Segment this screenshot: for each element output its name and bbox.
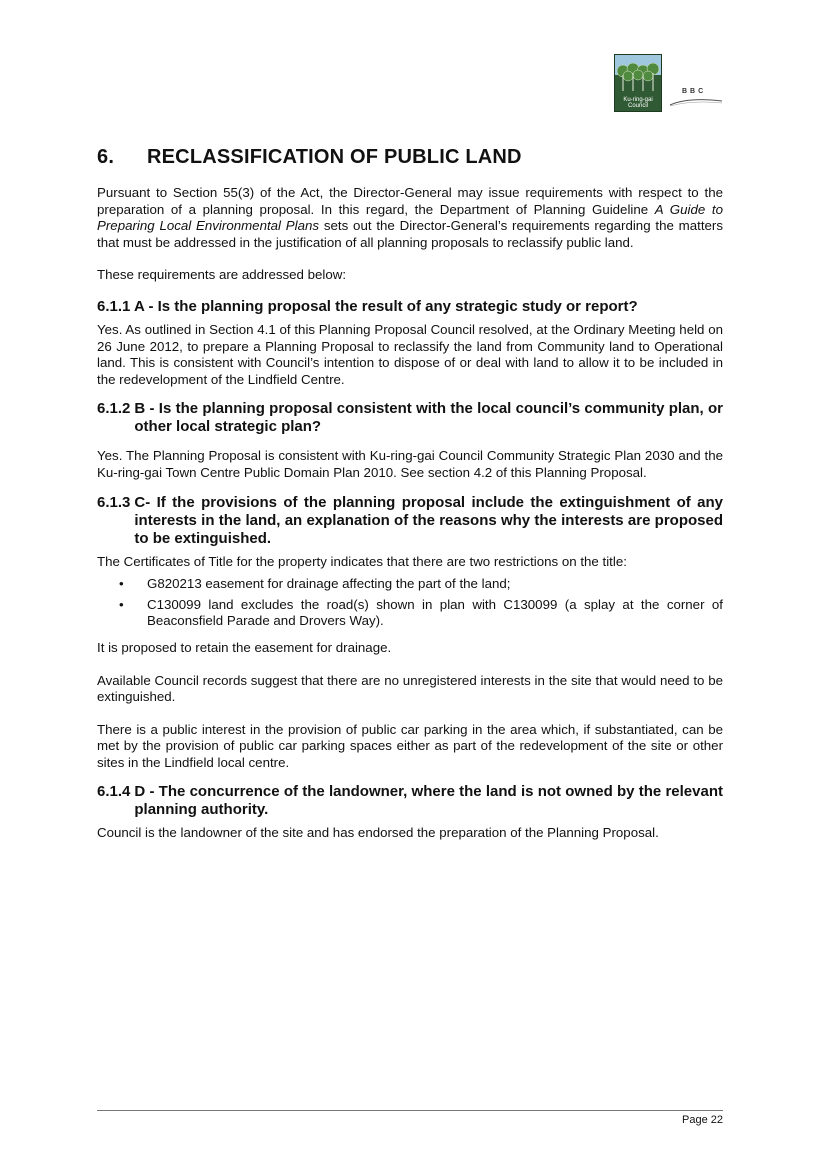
subsection-1-body: Yes. As outlined in Section 4.1 of this Planning Proposal Council resolved, at the Ordinary Meeting held on 26 June 2012, to prepare a Planning Proposal to reclassify the land from Community land to Operational land. This is consistent with Council’s intention to dispose of or deal with land to allow it to be included in the redevelopment of the Lindfield Centre. (97, 321, 723, 387)
subsection-3-number: 6.1.3 (97, 493, 131, 511)
subsection-3-para-2: Available Council records suggest that there are no unregistered interests in the site that would need to be extinguished. (97, 672, 723, 705)
subsection-4-heading (97, 783, 723, 819)
section-title: RECLASSIFICATION OF PUBLIC LAND (147, 146, 522, 168)
subsection-3-title: C- If the provisions of the planning proposal include the extinguishment of any interests in the land, an explanation of the reasons why the interests are proposed to be extinguished. (134, 493, 723, 547)
subsection-2-number: 6.1.2 (97, 400, 131, 418)
subsection-2-body: Yes. The Planning Proposal is consistent with Ku-ring-gai Council Community Strategic Plan 2030 and the Ku-ring-gai Town Centre Public Domain Plan 2010. See section 4.2 of this Planning Proposal. (97, 448, 723, 480)
bbc-logo-letters: BBC (682, 88, 707, 95)
subsection-3-para-3: There is a public interest in the provision of public car parking in the area which, if substantiated, can be met by the provision of public car parking spaces either as part of the redevelopment of the site or other sites in the Lindfield local centre. (97, 721, 723, 770)
guide-title: A Guide to Preparing Local Environmental Plans (97, 201, 723, 234)
section-heading (97, 146, 723, 169)
subsection-2-title: B - Is the planning proposal consistent with the local council’s community plan, or other local strategic plan? (134, 400, 723, 436)
subsection-4-title: D - The concurrence of the landowner, where the land is not owned by the relevant planning authority. (134, 783, 723, 819)
list-item-text: G820213 easement for drainage affecting the part of the land; (147, 576, 511, 592)
list-item: • C130099 land excludes the road(s) shown in plan with C130099 (a splay at the corner of Beaconsfield Parade and Drovers Way). (119, 596, 723, 629)
intro-paragraph (97, 185, 723, 251)
section-number: 6. (97, 146, 115, 168)
footer-divider (97, 1110, 723, 1111)
ku-ring-gai-council-logo (614, 54, 662, 112)
page-content (97, 146, 723, 842)
intro-text-b: sets out the Director-General’s requirements regarding the matters that must be addressed in the justification of all planning proposals to reclassify public land. (97, 218, 723, 250)
bbc-logo (668, 88, 724, 114)
intro-text-a: Pursuant to Section 55(3) of the Act, the Director-General may issue requirements with respect to the preparation of a planning proposal. In this regard, the Department of Planning Guideline (97, 185, 723, 217)
subsection-4-number: 6.1.4 (97, 783, 131, 801)
subsection-2-heading (97, 400, 723, 436)
subsection-1-number: 6.1.1 (97, 297, 131, 315)
subsection-1-title: A - Is the planning proposal the result of any strategic study or report? (134, 297, 638, 315)
subsection-3-para-1: It is proposed to retain the easement for drainage. (97, 639, 392, 655)
tree-icon (615, 63, 661, 91)
list-item: • G820213 easement for drainage affecting the part of the land; (97, 576, 723, 593)
page-number: Page 22 (682, 1114, 723, 1126)
list-item-text: C130099 land excludes the road(s) shown in plan with C130099 (a splay at the corner of Beaconsfield Parade and Drovers Way). (147, 596, 723, 629)
subsection-3-heading (97, 494, 723, 548)
subsection-4-body: Council is the landowner of the site and has endorsed the preparation of the Planning Proposal. (97, 825, 659, 841)
restrictions-list (97, 576, 723, 630)
swoosh-icon (668, 97, 724, 107)
subsection-1-heading (97, 298, 723, 316)
subsection-3-intro: The Certificates of Title for the property indicates that there are two restrictions on the title: (97, 553, 627, 569)
council-logo-text: Ku-ring-gai Council (623, 97, 653, 109)
intro-paragraph-2: These requirements are addressed below: (97, 267, 347, 283)
